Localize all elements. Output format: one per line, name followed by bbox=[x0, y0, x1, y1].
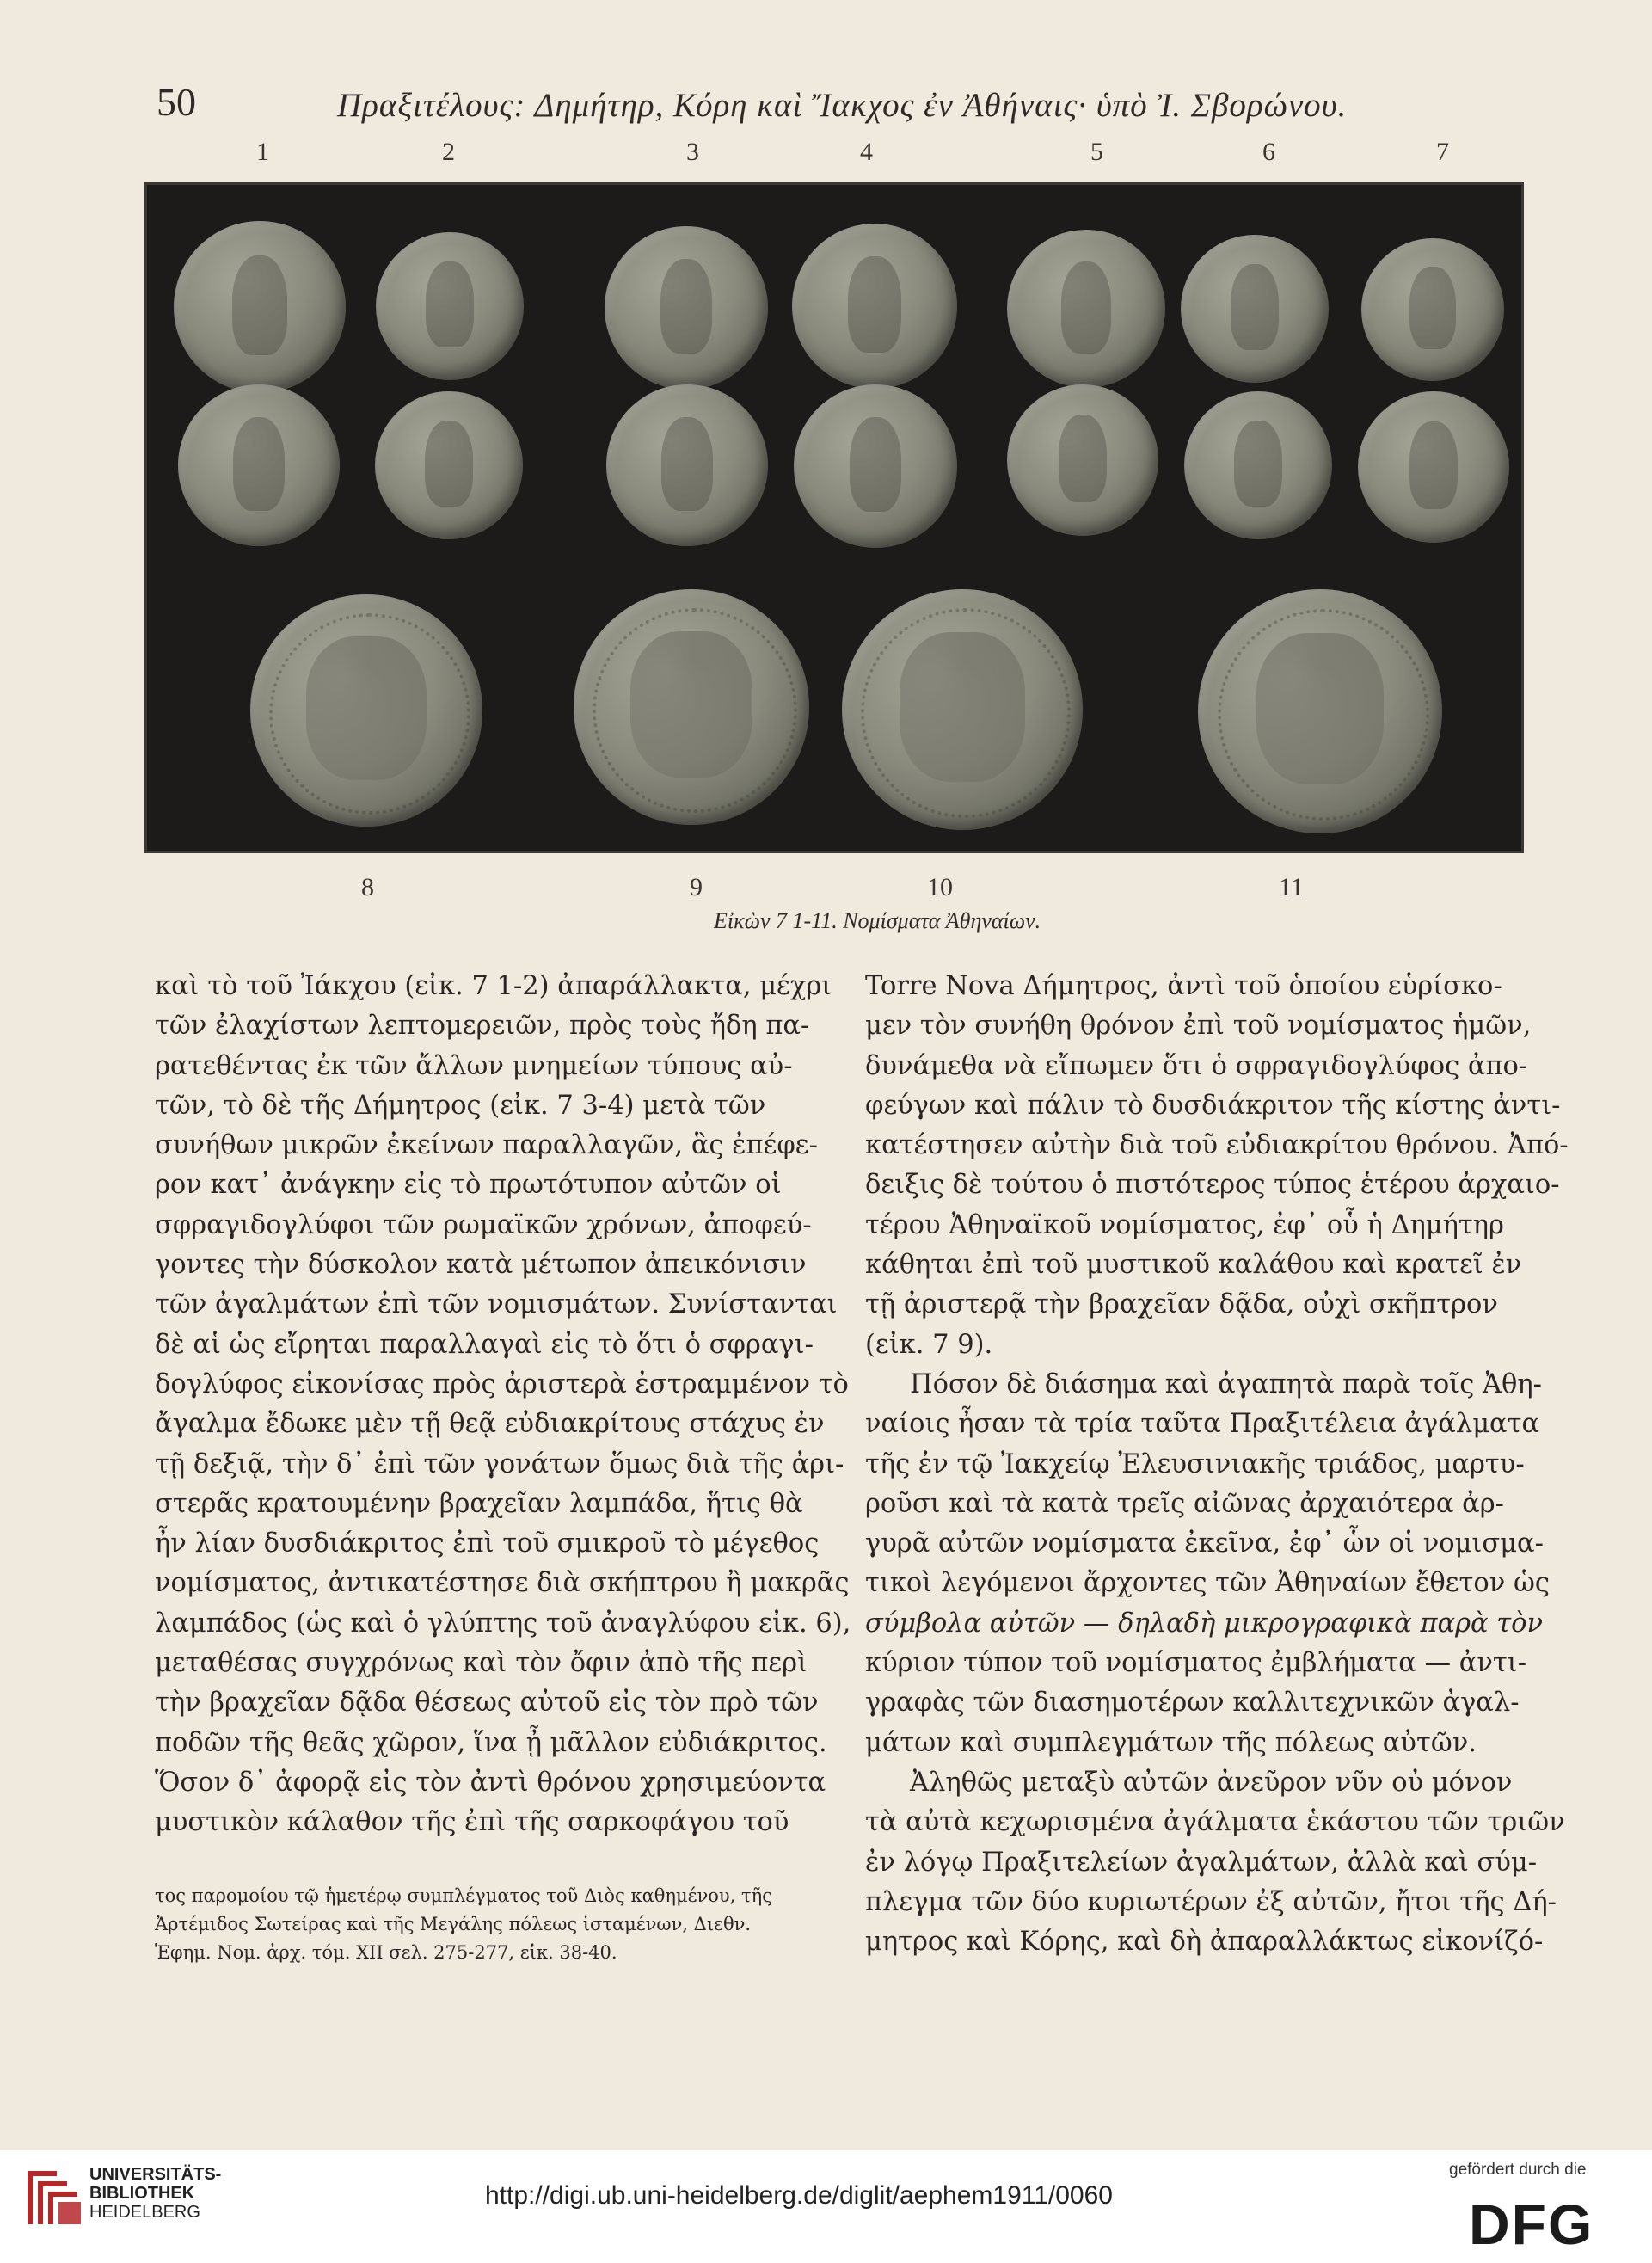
text-line: ναίοις ἦσαν τὰ τρία ταῦτα Πραξιτέλεια ἀγάλματα bbox=[865, 1409, 1540, 1440]
coin-8-tetradrachm bbox=[250, 594, 482, 827]
coin-1-obverse bbox=[174, 221, 346, 393]
funding-note: gefördert durch die bbox=[1449, 2161, 1587, 2179]
text-line: καὶ τὸ τοῦ Ἰάκχου (εἰκ. 7 1-2) ἀπαράλλακτα, μέχρι bbox=[155, 971, 832, 1001]
coin-10-tetradrachm bbox=[842, 589, 1083, 830]
text-line: δειξις δὲ τούτου ὁ πιστότερος τύπος ἑτέρου ἀρχαιο- bbox=[865, 1170, 1560, 1201]
text-line: Ὅσον δ᾽ ἀφορᾷ εἰς τὸν ἀντὶ θρόνου χρησιμεύοντα bbox=[155, 1767, 826, 1798]
dfg-logo[interactable]: DFG bbox=[1469, 2192, 1594, 2256]
text-line: νομίσματος, ἀντικατέστησε διὰ σκήπτρου ἢ μακρᾶς bbox=[155, 1568, 850, 1599]
text-line: τῇ δεξιᾷ, τὴν δ᾽ ἐπὶ τῶν γονάτων ὅμως διὰ τῆς ἀρι- bbox=[155, 1448, 844, 1479]
coin-3-reverse bbox=[606, 384, 768, 546]
coin-2-obverse bbox=[376, 232, 524, 380]
coin-3-obverse bbox=[605, 226, 768, 390]
text-line: μεταθέσας συγχρόνως καὶ τὸν ὄφιν ἀπὸ τῆς περὶ bbox=[155, 1648, 808, 1679]
coin-number-4: 4 bbox=[860, 138, 873, 166]
right-column bbox=[865, 967, 1569, 1962]
text-line: ἐν λόγῳ Πραξιτελείων ἀγαλμάτων, ἀλλὰ καὶ σύμ- bbox=[865, 1847, 1538, 1878]
coin-number-6: 6 bbox=[1262, 138, 1275, 166]
text-line: ποδῶν τῆς θεᾶς χῶρον, ἵνα ᾖ μᾶλλον εὐδιάκριτος. bbox=[155, 1727, 827, 1758]
coin-number-5: 5 bbox=[1090, 138, 1103, 166]
footnote-line: τος παρομοίου τῷ ἡμετέρῳ συμπλέγματος τοῦ Διὸς καθημένου, τῆς bbox=[155, 1885, 772, 1906]
footnote-line: Ἀρτέμιδος Σωτείρας καὶ τῆς Μεγάλης πόλεως ἱσταμένων, Διεθν. bbox=[155, 1914, 752, 1934]
text-line: δογλύφος εἰκονίσας πρὸς ἀριστερὰ ἐστραμμένον τὸ bbox=[155, 1368, 849, 1399]
text-line: κατέστησεν αὐτὴν διὰ τοῦ εὐδιακρίτου θρόνου. Ἀπό- bbox=[865, 1130, 1569, 1161]
footnote-line: Ἐφημ. Νομ. ἀρχ. τόμ. XII σελ. 275-277, εἰκ. 38-40. bbox=[155, 1942, 617, 1963]
library-line-3: HEIDELBERG bbox=[89, 2203, 200, 2222]
text-line: ἦν λίαν δυσδιάκριτος ἐπὶ τοῦ σμικροῦ τὸ μέγεθος bbox=[155, 1528, 820, 1559]
coin-number-3: 3 bbox=[686, 138, 699, 166]
coin-4-obverse bbox=[792, 224, 957, 389]
text-line: μάτων καὶ συμπλεγμάτων τῆς πόλεως αὐτῶν. bbox=[865, 1727, 1477, 1758]
text-line: τῆς ἐν τῷ Ἰακχείῳ Ἐλευσινιακῆς τριάδος, μαρτυ- bbox=[865, 1448, 1525, 1479]
coin-7-reverse bbox=[1358, 391, 1509, 543]
library-line-1: UNIVERSITÄTS- bbox=[89, 2165, 222, 2184]
text-line: τῶν ἐλαχίστων λεπτομερειῶν, πρὸς τοὺς ἤδη πα- bbox=[155, 1011, 810, 1042]
coin-5-reverse bbox=[1007, 384, 1158, 536]
permalink-url[interactable]: http://digi.ub.uni-heidelberg.de/diglit/aephem1911/0060 bbox=[485, 2181, 1113, 2210]
running-head: Πραξιτέλους: Δημήτηρ, Κόρη καὶ Ἴακχος ἐν Ἀθήναις· ὑπὸ Ἰ. Σβορώνου. bbox=[337, 87, 1348, 124]
text-line: τὰ αὐτὰ κεχωρισμένα ἀγάλματα ἑκάστου τῶν τριῶν bbox=[865, 1807, 1565, 1838]
coin-6-obverse bbox=[1181, 235, 1329, 383]
library-line-2: BIBLIOTHEK bbox=[89, 2184, 195, 2203]
text-line: κύριον τύπον τοῦ νομίσματος ἐμβλήματα — ἀντι- bbox=[865, 1648, 1527, 1679]
text-line: τέρου Ἀθηναϊκοῦ νομίσματος, ἐφ᾽ οὗ ἡ Δημήτηρ bbox=[865, 1209, 1504, 1240]
text-line: ροῦσι καὶ τὰ κατὰ τρεῖς αἰῶνας ἀρχαιότερα ἀρ- bbox=[865, 1488, 1504, 1519]
text-line: Ἀληθῶς μεταξὺ αὐτῶν ἀνεῦρον νῦν οὐ μόνον bbox=[910, 1767, 1513, 1798]
text-line: γραφὰς τῶν διασημοτέρων καλλιτεχνικῶν ἀγαλ- bbox=[865, 1688, 1520, 1719]
footnote bbox=[155, 1882, 772, 1967]
coin-1-reverse bbox=[178, 384, 340, 546]
text-line: ρον κατ᾽ ἀνάγκην εἰς τὸ πρωτότυπον αὐτῶν οἱ bbox=[155, 1170, 782, 1201]
coin-number-10: 10 bbox=[927, 873, 953, 901]
text-line: Torre Nova Δήμητρος, ἀντὶ τοῦ ὁποίου εὑρίσκο- bbox=[865, 971, 1502, 1001]
text-line: συνήθων μικρῶν ἐκείνων παραλλαγῶν, ἃς ἐπέφε- bbox=[155, 1130, 818, 1161]
coin-5-obverse bbox=[1007, 230, 1165, 388]
coin-number-1: 1 bbox=[256, 138, 269, 166]
text-line: τῇ ἀριστερᾷ τὴν βραχεῖαν δᾷδα, οὐχὶ σκῆπτρον bbox=[865, 1289, 1498, 1320]
text-line: δὲ αἱ ὡς εἴρηται παραλλαγαὶ εἰς τὸ ὅτι ὁ σφραγι- bbox=[155, 1329, 814, 1360]
text-line: γοντες τὴν δύσκολον κατὰ μέτωπον ἀπεικόνισιν bbox=[155, 1250, 807, 1281]
text-line: μητρος καὶ Κόρης, καὶ δὴ ἀπαραλλάκτως εἰκονίζό- bbox=[865, 1927, 1544, 1958]
text-line: τῶν ἀγαλμάτων ἐπὶ τῶν νομισμάτων. Συνίστανται bbox=[155, 1289, 838, 1320]
text-line: ἄγαλμα ἔδωκε μὲν τῇ θεᾷ εὐδιακρίτους στάχυς ἐν bbox=[155, 1409, 825, 1440]
page-number: 50 bbox=[157, 80, 196, 124]
coin-7-obverse bbox=[1361, 238, 1504, 381]
text-line: λαμπάδος (ὡς καὶ ὁ γλύπτης τοῦ ἀναγλύφου εἰκ. 6), bbox=[155, 1608, 851, 1639]
text-line: τῶν, τὸ δὲ τῆς Δήμητρος (εἰκ. 7 3-4) μετὰ τῶν bbox=[155, 1090, 766, 1121]
text-line: τὴν βραχεῖαν δᾷδα θέσεως αὐτοῦ εἰς τὸν πρὸ τῶν bbox=[155, 1688, 819, 1719]
coin-11-tetradrachm bbox=[1198, 589, 1442, 833]
university-name[interactable] bbox=[89, 2165, 221, 2222]
left-column bbox=[155, 967, 851, 1843]
text-line: (εἰκ. 7 9). bbox=[865, 1329, 993, 1360]
coin-number-11: 11 bbox=[1279, 873, 1304, 901]
coin-plate-photo bbox=[144, 182, 1524, 853]
coin-6-reverse bbox=[1184, 391, 1332, 539]
text-line: φεύγων καὶ πάλιν τὸ δυσδιάκριτον τῆς κίστης ἀντι- bbox=[865, 1090, 1561, 1121]
text-line: πλεγμα τῶν δύο κυριωτέρων ἐξ αὐτῶν, ἤτοι τῆς Δή- bbox=[865, 1886, 1557, 1917]
text-line: δυνάμεθα νὰ εἴπωμεν ὅτι ὁ σφραγιδογλύφος ἀπο- bbox=[865, 1050, 1528, 1081]
text-line: κάθηται ἐπὶ τοῦ μυστικοῦ καλάθου καὶ κρατεῖ ἐν bbox=[865, 1250, 1522, 1281]
coin-4-reverse bbox=[794, 384, 957, 548]
text-line: σφραγιδογλύφοι τῶν ρωμαϊκῶν χρόνων, ἀποφεύ- bbox=[155, 1209, 812, 1240]
text-line: ρατεθέντας ἐκ τῶν ἄλλων μνημείων τύπους αὐ- bbox=[155, 1050, 793, 1081]
coin-9-tetradrachm bbox=[574, 589, 809, 825]
text-line: μυστικὸν κάλαθον τῆς ἐπὶ τῆς σαρκοφάγου τοῦ bbox=[155, 1807, 789, 1838]
text-line: στερᾶς κρατουμένην βραχεῖαν λαμπάδα, ἥτις θὰ bbox=[155, 1488, 803, 1519]
text-line: σύμβολα αὐτῶν — δηλαδὴ μικρογραφικὰ παρὰ τὸν bbox=[865, 1608, 1544, 1639]
coin-number-8: 8 bbox=[361, 873, 374, 901]
text-line: τικοὶ λεγόμενοι ἄρχοντες τῶν Ἀθηναίων ἔθετον ὡς bbox=[865, 1568, 1550, 1599]
coin-2-reverse bbox=[375, 391, 523, 539]
university-logo-icon[interactable] bbox=[22, 2164, 84, 2229]
coin-number-9: 9 bbox=[690, 873, 703, 901]
coin-number-2: 2 bbox=[442, 138, 455, 166]
text-line: Πόσον δὲ διάσημα καὶ ἀγαπητὰ παρὰ τοῖς Ἀθη- bbox=[910, 1368, 1542, 1399]
text-line: γυρᾶ αὐτῶν νομίσματα ἐκεῖνα, ἐφ᾽ ὧν οἱ νομισμα- bbox=[865, 1528, 1544, 1559]
coin-number-7: 7 bbox=[1436, 138, 1449, 166]
figure-caption: Εἰκὼν 7 1-11. Νομίσματα Ἀθηναίων. bbox=[714, 908, 1041, 933]
text-line: μεν τὸν συνήθη θρόνον ἐπὶ τοῦ νομίσματος ἡμῶν, bbox=[865, 1011, 1532, 1042]
